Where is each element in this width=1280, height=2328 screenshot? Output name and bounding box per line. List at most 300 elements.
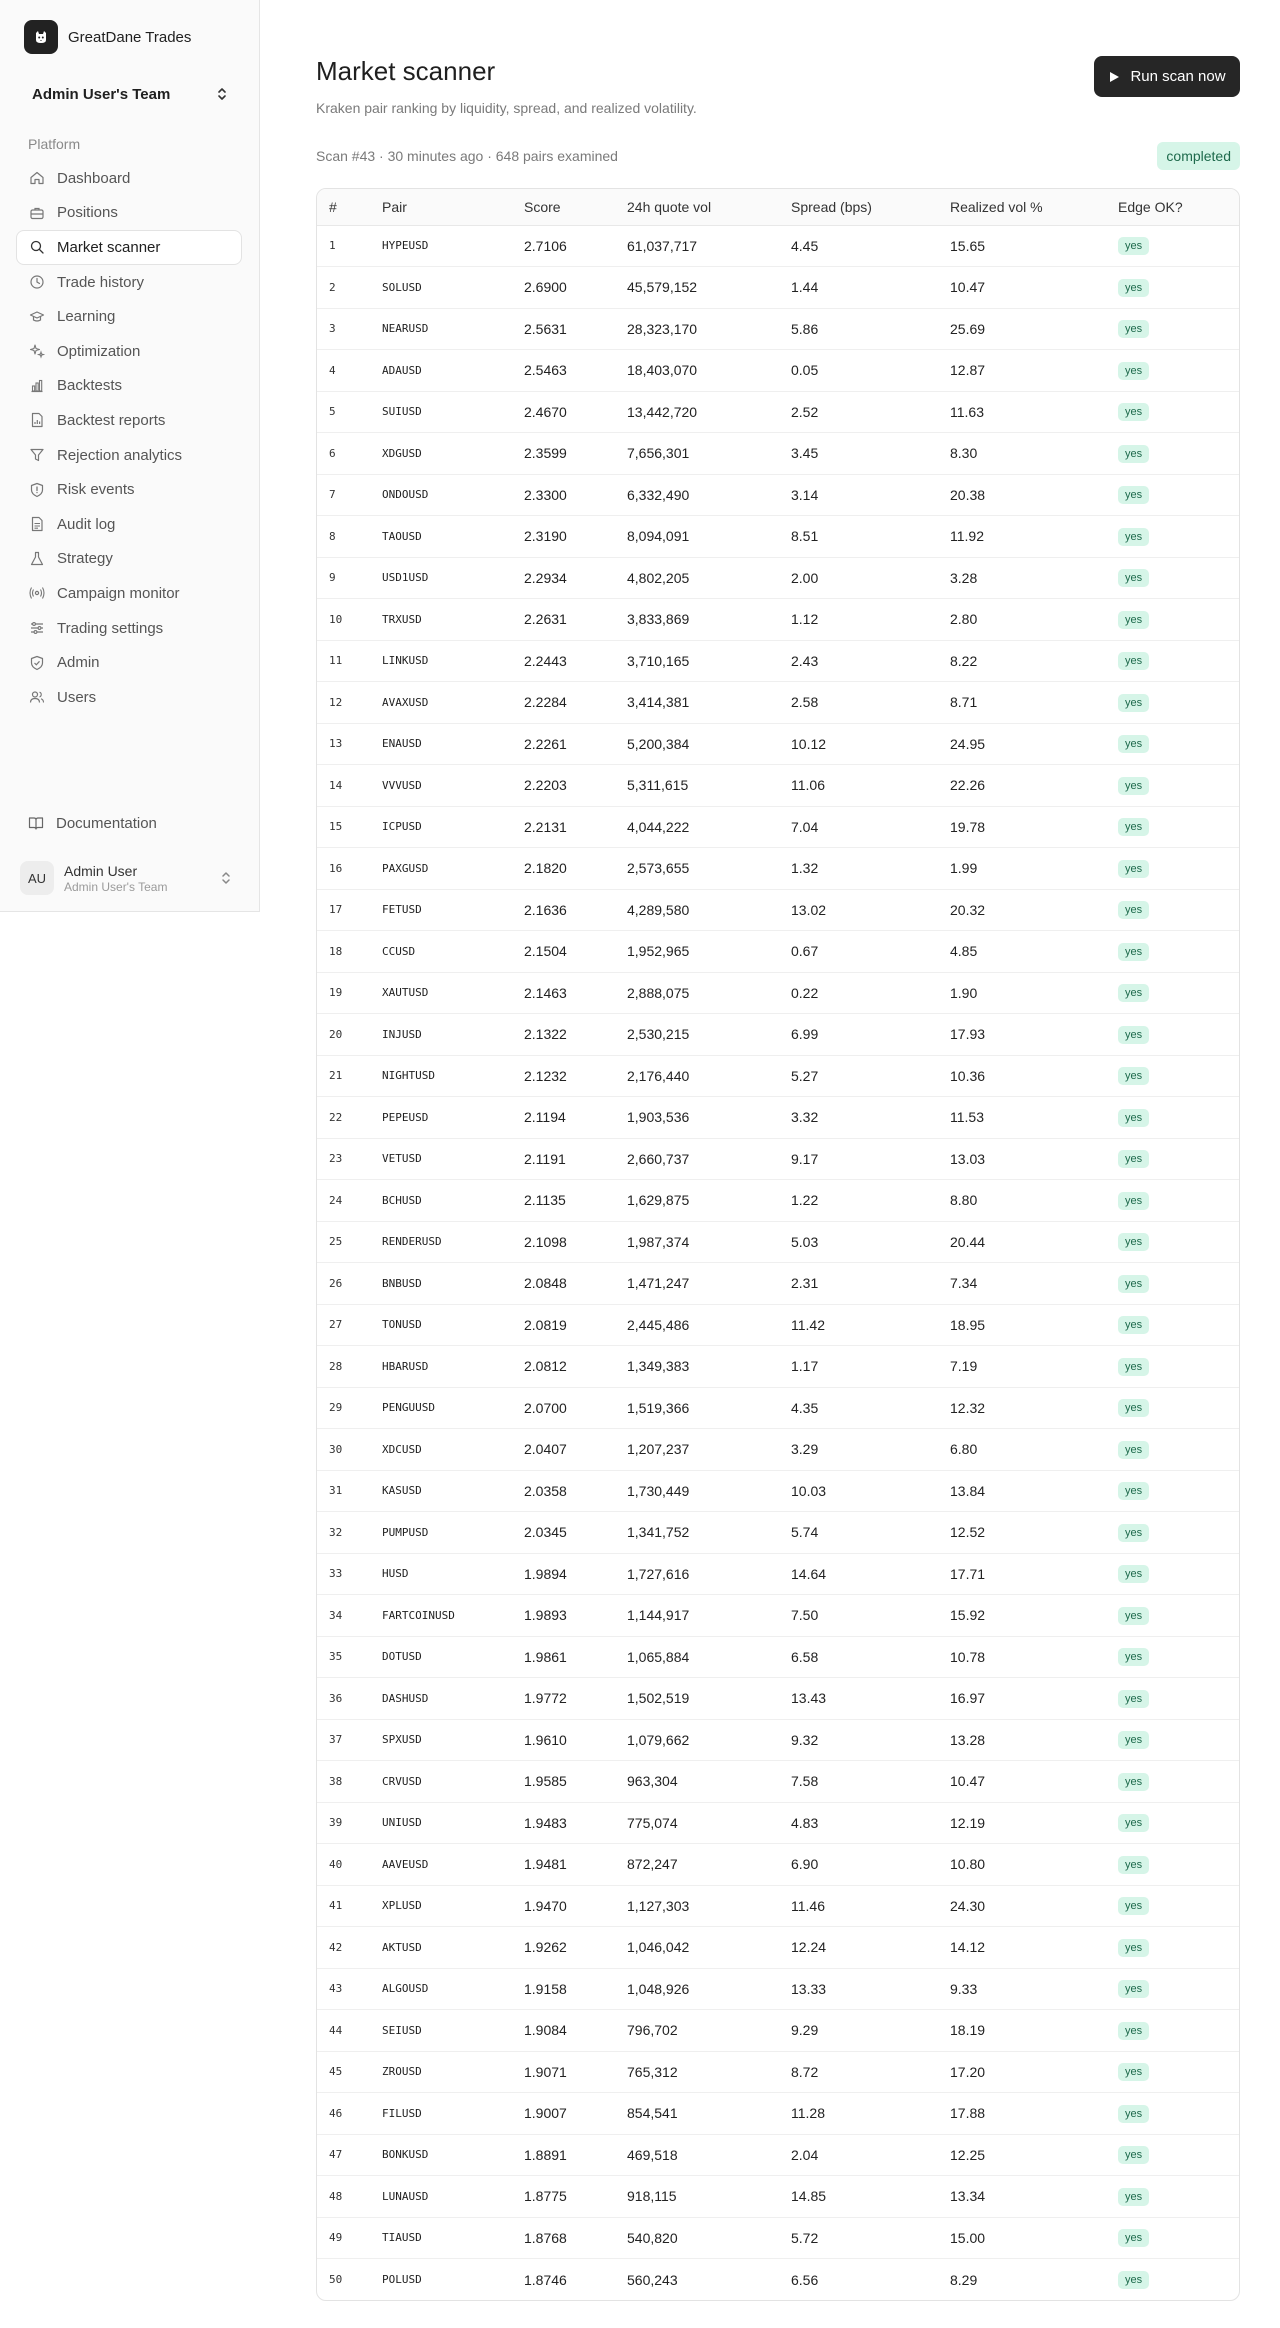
edge-ok-badge: yes [1118, 279, 1149, 297]
pair-cell: SPXUSD [370, 1719, 512, 1761]
sidebar-item-label: Backtest reports [57, 411, 166, 429]
column-header-quote-volume: 24h quote vol [615, 189, 779, 225]
rank-cell: 43 [317, 1968, 370, 2010]
rank-cell: 1 [329, 239, 336, 253]
pair-cell: USD1USD [370, 557, 512, 599]
realized-vol-cell: 13.84 [938, 1470, 1106, 1512]
team-switcher[interactable] [16, 74, 244, 114]
edge-ok-badge: yes [1118, 2146, 1149, 2164]
realized-vol-cell: 10.78 [938, 1636, 1106, 1678]
table-row[interactable] [317, 1263, 1239, 1305]
spread-cell: 6.56 [779, 2259, 938, 2301]
sidebar-item-campaign-monitor[interactable] [16, 576, 242, 611]
table-row[interactable] [317, 806, 1239, 848]
edge-ok-cell [1106, 2176, 1239, 2218]
score-cell: 2.0700 [512, 1387, 615, 1429]
sidebar-item-label: Backtests [57, 377, 123, 395]
sidebar-item-market-scanner[interactable] [16, 230, 242, 265]
realized-vol-cell: 16.97 [938, 1678, 1106, 1720]
shield-icon [29, 655, 45, 671]
spread-cell: 5.27 [779, 1055, 938, 1097]
book-open-icon [28, 815, 44, 831]
spread-cell: 9.17 [779, 1138, 938, 1180]
table-row[interactable] [317, 599, 1239, 641]
edge-ok-badge: yes [1118, 943, 1149, 961]
scan-meta: Scan #43 · 30 minutes ago · 648 pairs examined [316, 148, 618, 164]
sidebar-item-backtest-reports[interactable] [16, 403, 242, 438]
column-header-score: Score [512, 189, 615, 225]
edge-ok-badge: yes [1118, 984, 1149, 1002]
pair-cell: TONUSD [370, 1304, 512, 1346]
documentation-link[interactable] [16, 806, 242, 840]
score-cell: 1.9158 [512, 1968, 615, 2010]
sidebar-item-label: Dashboard [57, 169, 131, 187]
rank-cell: 21 [317, 1055, 370, 1097]
realized-vol-cell: 15.65 [950, 237, 986, 254]
realized-vol-cell: 8.22 [938, 640, 1106, 682]
brand[interactable] [24, 20, 191, 54]
realized-vol-cell: 7.19 [938, 1346, 1106, 1388]
edge-ok-cell [1106, 474, 1239, 516]
edge-ok-cell [1106, 2134, 1239, 2176]
table-row[interactable] [317, 2093, 1239, 2135]
edge-ok-cell [1106, 1512, 1239, 1554]
table-row[interactable] [317, 1885, 1239, 1927]
score-cell: 2.2934 [512, 557, 615, 599]
rank-cell: 47 [317, 2134, 370, 2176]
table-row[interactable] [317, 1470, 1239, 1512]
table-row[interactable] [317, 516, 1239, 558]
score-cell: 2.3190 [512, 516, 615, 558]
score-cell: 2.0407 [512, 1429, 615, 1471]
table-header-row [317, 189, 1239, 225]
spread-cell: 2.52 [779, 391, 938, 433]
home-icon [29, 170, 45, 186]
sidebar-item-label: Trade history [57, 273, 144, 291]
file-chart-icon [29, 412, 45, 428]
pair-cell: BNBUSD [370, 1263, 512, 1305]
spread-cell: 9.32 [779, 1719, 938, 1761]
sidebar-item-label: Market scanner [57, 238, 161, 256]
rank-cell: 27 [317, 1304, 370, 1346]
spread-cell: 11.06 [779, 765, 938, 807]
edge-ok-badge: yes [1118, 1690, 1149, 1708]
quote-volume-cell: 1,144,917 [615, 1595, 779, 1637]
filter-icon [29, 447, 45, 463]
table-row[interactable] [317, 765, 1239, 807]
pair-cell: FETUSD [370, 889, 512, 931]
table-row[interactable] [317, 931, 1239, 973]
user-menu[interactable] [16, 856, 244, 900]
score-cell: 2.1098 [512, 1221, 615, 1263]
status-badge: completed [1157, 142, 1240, 170]
table-row[interactable] [317, 848, 1239, 890]
table-row[interactable] [317, 1055, 1239, 1097]
table-row[interactable] [317, 1014, 1239, 1056]
edge-ok-badge: yes [1118, 237, 1149, 255]
pair-cell: DOTUSD [370, 1636, 512, 1678]
spread-cell: 5.74 [779, 1512, 938, 1554]
table-row[interactable] [317, 391, 1239, 433]
edge-ok-badge: yes [1118, 777, 1149, 795]
page-title: Market scanner [316, 56, 496, 86]
edge-ok-cell [1106, 1553, 1239, 1595]
spread-cell: 1.32 [779, 848, 938, 890]
table-row[interactable] [317, 1097, 1239, 1139]
edge-ok-badge: yes [1118, 1524, 1149, 1542]
sidebar [0, 0, 260, 912]
spread-cell: 2.04 [779, 2134, 938, 2176]
app-name: GreatDane Trades [68, 28, 192, 46]
score-cell: 2.2131 [512, 806, 615, 848]
table-row[interactable] [317, 474, 1239, 516]
spread-cell: 2.58 [779, 682, 938, 724]
spread-cell: 0.22 [779, 972, 938, 1014]
edge-ok-cell [1106, 1346, 1239, 1388]
sidebar-item-admin[interactable] [16, 645, 242, 680]
table-row[interactable] [317, 1512, 1239, 1554]
table-row[interactable] [317, 1595, 1239, 1637]
realized-vol-cell: 10.36 [938, 1055, 1106, 1097]
edge-ok-cell [1106, 557, 1239, 599]
rank-cell: 50 [317, 2259, 370, 2301]
rank-cell: 32 [317, 1512, 370, 1554]
pair-cell: TIAUSD [370, 2217, 512, 2259]
spread-cell: 1.22 [779, 1180, 938, 1222]
search-icon [29, 239, 45, 255]
table-row[interactable] [317, 2010, 1239, 2052]
edge-ok-cell [1106, 2010, 1239, 2052]
rank-cell: 36 [317, 1678, 370, 1720]
table-row[interactable] [317, 1802, 1239, 1844]
edge-ok-badge: yes [1118, 818, 1149, 836]
score-cell: 2.2203 [512, 765, 615, 807]
edge-ok-cell [1106, 1263, 1239, 1305]
edge-ok-badge: yes [1118, 1607, 1149, 1625]
edge-ok-badge: yes [1118, 1026, 1149, 1044]
edge-ok-cell [1106, 2259, 1239, 2301]
edge-ok-cell [1106, 1429, 1239, 1471]
table-row[interactable] [317, 1346, 1239, 1388]
table-row[interactable] [317, 1927, 1239, 1969]
edge-ok-cell [1106, 1844, 1239, 1886]
score-cell: 1.9071 [512, 2051, 615, 2093]
sidebar-item-positions[interactable] [16, 196, 242, 231]
edge-ok-badge: yes [1118, 1109, 1149, 1127]
rank-cell: 12 [317, 682, 370, 724]
rank-cell: 11 [317, 640, 370, 682]
edge-ok-cell [1106, 1968, 1239, 2010]
edge-ok-badge: yes [1118, 735, 1149, 753]
pair-cell: NIGHTUSD [370, 1055, 512, 1097]
realized-vol-cell: 12.25 [938, 2134, 1106, 2176]
realized-vol-cell: 10.47 [938, 267, 1106, 309]
score-cell: 1.9585 [512, 1761, 615, 1803]
edge-ok-cell [1106, 889, 1239, 931]
spread-cell: 11.42 [779, 1304, 938, 1346]
table-row[interactable] [317, 1429, 1239, 1471]
score-cell: 2.6900 [512, 267, 615, 309]
table-row[interactable] [317, 682, 1239, 724]
table-row[interactable] [317, 1304, 1239, 1346]
sidebar-item-dashboard[interactable] [16, 161, 242, 196]
realized-vol-cell: 13.28 [938, 1719, 1106, 1761]
rank-cell: 44 [317, 2010, 370, 2052]
pair-cell: SUIUSD [370, 391, 512, 433]
quote-volume-cell: 1,127,303 [615, 1885, 779, 1927]
realized-vol-cell: 8.30 [938, 433, 1106, 475]
spread-cell: 3.32 [779, 1097, 938, 1139]
column-header-edge-ok: Edge OK? [1106, 189, 1239, 225]
pair-cell: SOLUSD [370, 267, 512, 309]
quote-volume-cell: 4,802,205 [615, 557, 779, 599]
table-body [317, 225, 1239, 2300]
play-icon [1108, 71, 1120, 83]
sidebar-item-strategy[interactable] [16, 542, 242, 577]
table-row[interactable] [317, 2134, 1239, 2176]
pair-cell: VVVUSD [370, 765, 512, 807]
sidebar-item-users[interactable] [16, 680, 242, 715]
score-cell: 2.1636 [512, 889, 615, 931]
quote-volume-cell: 1,727,616 [615, 1553, 779, 1595]
table-row[interactable] [317, 1968, 1239, 2010]
edge-ok-badge: yes [1118, 1814, 1149, 1832]
score-cell: 1.9470 [512, 1885, 615, 1927]
edge-ok-cell [1106, 1097, 1239, 1139]
quote-volume-cell: 13,442,720 [615, 391, 779, 433]
quote-volume-cell: 1,048,926 [615, 1968, 779, 2010]
quote-volume-cell: 6,332,490 [615, 474, 779, 516]
quote-volume-cell: 28,323,170 [615, 308, 779, 350]
score-cell: 2.2261 [512, 723, 615, 765]
dog-logo-icon [24, 20, 58, 54]
sidebar-item-audit-log[interactable] [16, 507, 242, 542]
pair-cell: PENGUUSD [370, 1387, 512, 1429]
column-header-spread: Spread (bps) [779, 189, 938, 225]
edge-ok-cell [1106, 1180, 1239, 1222]
table-row[interactable] [317, 2051, 1239, 2093]
score-cell: 2.2443 [512, 640, 615, 682]
sidebar-item-label: Strategy [57, 550, 113, 568]
pair-cell: INJUSD [370, 1014, 512, 1056]
table-row[interactable] [317, 1221, 1239, 1263]
table-row[interactable] [317, 2217, 1239, 2259]
table-row[interactable] [317, 225, 1239, 267]
rank-cell: 13 [317, 723, 370, 765]
sidebar-item-trade-history[interactable] [16, 265, 242, 300]
sidebar-item-optimization[interactable] [16, 334, 242, 369]
quote-volume-cell: 5,200,384 [615, 723, 779, 765]
sidebar-item-label: Optimization [57, 342, 141, 360]
realized-vol-cell: 25.69 [938, 308, 1106, 350]
pair-cell: XAUTUSD [370, 972, 512, 1014]
edge-ok-badge: yes [1118, 1565, 1149, 1583]
pair-cell: LINKUSD [370, 640, 512, 682]
sliders-icon [29, 620, 45, 636]
score-cell: 1.9262 [512, 1927, 615, 1969]
table-row[interactable] [317, 723, 1239, 765]
rank-cell: 2 [317, 267, 370, 309]
quote-volume-cell: 2,445,486 [615, 1304, 779, 1346]
realized-vol-cell: 3.28 [938, 557, 1106, 599]
column-header-pair: Pair [370, 189, 512, 225]
spread-cell: 11.28 [779, 2093, 938, 2135]
edge-ok-cell [1106, 1470, 1239, 1512]
pair-cell: TAOUSD [370, 516, 512, 558]
score-cell: 2.0358 [512, 1470, 615, 1512]
sidebar-item-risk-events[interactable] [16, 472, 242, 507]
edge-ok-badge: yes [1118, 1773, 1149, 1791]
spread-cell: 2.00 [779, 557, 938, 599]
table-row[interactable] [317, 557, 1239, 599]
edge-ok-cell [1106, 391, 1239, 433]
table-row[interactable] [317, 1553, 1239, 1595]
score-cell: 2.4670 [512, 391, 615, 433]
table-row[interactable] [317, 1678, 1239, 1720]
table-row[interactable] [317, 1636, 1239, 1678]
edge-ok-badge: yes [1118, 486, 1149, 504]
table-row[interactable] [317, 2259, 1239, 2301]
realized-vol-cell: 17.88 [938, 2093, 1106, 2135]
rank-cell: 37 [317, 1719, 370, 1761]
rank-cell: 18 [317, 931, 370, 973]
edge-ok-badge: yes [1118, 362, 1149, 380]
realized-vol-cell: 4.85 [938, 931, 1106, 973]
sidebar-item-trading-settings[interactable] [16, 611, 242, 646]
edge-ok-cell [1106, 682, 1239, 724]
rank-cell: 10 [317, 599, 370, 641]
realized-vol-cell: 12.87 [938, 350, 1106, 392]
edge-ok-badge: yes [1118, 860, 1149, 878]
pair-cell: HBARUSD [370, 1346, 512, 1388]
table-row[interactable] [317, 1387, 1239, 1429]
quote-volume-cell: 1,987,374 [615, 1221, 779, 1263]
rank-cell: 6 [317, 433, 370, 475]
realized-vol-cell: 7.34 [938, 1263, 1106, 1305]
spread-cell: 12.24 [779, 1927, 938, 1969]
rank-cell: 4 [317, 350, 370, 392]
briefcase-icon [29, 205, 45, 221]
score-cell: 2.3300 [512, 474, 615, 516]
quote-volume-cell: 540,820 [615, 2217, 779, 2259]
edge-ok-cell [1106, 1304, 1239, 1346]
table-row[interactable] [317, 1719, 1239, 1761]
edge-ok-cell [1106, 433, 1239, 475]
graduation-cap-icon [29, 309, 45, 325]
score-cell: 2.0345 [512, 1512, 615, 1554]
edge-ok-cell [1106, 1221, 1239, 1263]
scanner-table [316, 188, 1240, 2301]
spread-cell: 13.02 [779, 889, 938, 931]
rank-cell: 45 [317, 2051, 370, 2093]
score-cell: 1.9772 [512, 1678, 615, 1720]
edge-ok-badge: yes [1118, 1731, 1149, 1749]
pair-cell: CCUSD [370, 931, 512, 973]
user-name: Admin User [64, 862, 138, 879]
realized-vol-cell: 20.38 [938, 474, 1106, 516]
table-row[interactable] [317, 267, 1239, 309]
table-row[interactable] [317, 640, 1239, 682]
score-cell: 1.8891 [512, 2134, 615, 2176]
quote-volume-cell: 7,656,301 [615, 433, 779, 475]
realized-vol-cell: 22.26 [938, 765, 1106, 807]
edge-ok-badge: yes [1118, 694, 1149, 712]
sidebar-item-rejection-analytics[interactable] [16, 438, 242, 473]
sidebar-section-label: Platform [28, 136, 81, 152]
rank-cell: 15 [317, 806, 370, 848]
quote-volume-cell: 1,519,366 [615, 1387, 779, 1429]
table-row[interactable] [317, 433, 1239, 475]
spread-cell: 7.58 [779, 1761, 938, 1803]
pair-cell: HUSD [370, 1553, 512, 1595]
radio-icon [29, 585, 45, 601]
pair-cell: LUNAUSD [370, 2176, 512, 2218]
table-row[interactable] [317, 350, 1239, 392]
edge-ok-badge: yes [1118, 1399, 1149, 1417]
score-cell: 2.1504 [512, 931, 615, 973]
file-text-icon [29, 516, 45, 532]
quote-volume-cell: 5,311,615 [615, 765, 779, 807]
spread-cell: 7.04 [779, 806, 938, 848]
pair-cell: ADAUSD [370, 350, 512, 392]
page-subtitle: Kraken pair ranking by liquidity, spread, and realized volatility. [316, 100, 697, 116]
realized-vol-cell: 20.44 [938, 1221, 1106, 1263]
edge-ok-cell [1106, 1927, 1239, 1969]
score-cell: 2.1135 [512, 1180, 615, 1222]
realized-vol-cell: 1.90 [938, 972, 1106, 1014]
realized-vol-cell: 8.29 [938, 2259, 1106, 2301]
score-cell: 2.5631 [512, 308, 615, 350]
table-row[interactable] [317, 308, 1239, 350]
rank-cell: 24 [317, 1180, 370, 1222]
spread-cell: 13.33 [779, 1968, 938, 2010]
spread-cell: 11.46 [779, 1885, 938, 1927]
rank-cell: 33 [317, 1553, 370, 1595]
score-cell: 1.9893 [512, 1595, 615, 1637]
rank-cell: 39 [317, 1802, 370, 1844]
table-row[interactable] [317, 1844, 1239, 1886]
score-cell: 2.0812 [512, 1346, 615, 1388]
rank-cell: 17 [317, 889, 370, 931]
rank-cell: 9 [317, 557, 370, 599]
shield-alert-icon [29, 482, 45, 498]
table-row[interactable] [317, 1138, 1239, 1180]
edge-ok-badge: yes [1118, 2229, 1149, 2247]
table-row[interactable] [317, 889, 1239, 931]
sidebar-item-label: Positions [57, 204, 118, 222]
spread-cell: 4.35 [779, 1387, 938, 1429]
table-row[interactable] [317, 1761, 1239, 1803]
realized-vol-cell: 8.80 [938, 1180, 1106, 1222]
edge-ok-badge: yes [1118, 2063, 1149, 2081]
edge-ok-badge: yes [1118, 1939, 1149, 1957]
pair-cell: AAVEUSD [370, 1844, 512, 1886]
spread-cell: 2.31 [779, 1263, 938, 1305]
table-row[interactable] [317, 2176, 1239, 2218]
table-row[interactable] [317, 972, 1239, 1014]
edge-ok-cell [1106, 723, 1239, 765]
edge-ok-cell [1106, 516, 1239, 558]
score-cell: 1.9007 [512, 2093, 615, 2135]
sidebar-item-learning[interactable] [16, 299, 242, 334]
sidebar-item-backtests[interactable] [16, 369, 242, 404]
sidebar-item-label: Trading settings [57, 619, 164, 637]
table-row[interactable] [317, 1180, 1239, 1222]
realized-vol-cell: 18.19 [938, 2010, 1106, 2052]
run-scan-button[interactable] [1094, 56, 1240, 97]
spread-cell: 13.43 [779, 1678, 938, 1720]
quote-volume-cell: 1,903,536 [615, 1097, 779, 1139]
